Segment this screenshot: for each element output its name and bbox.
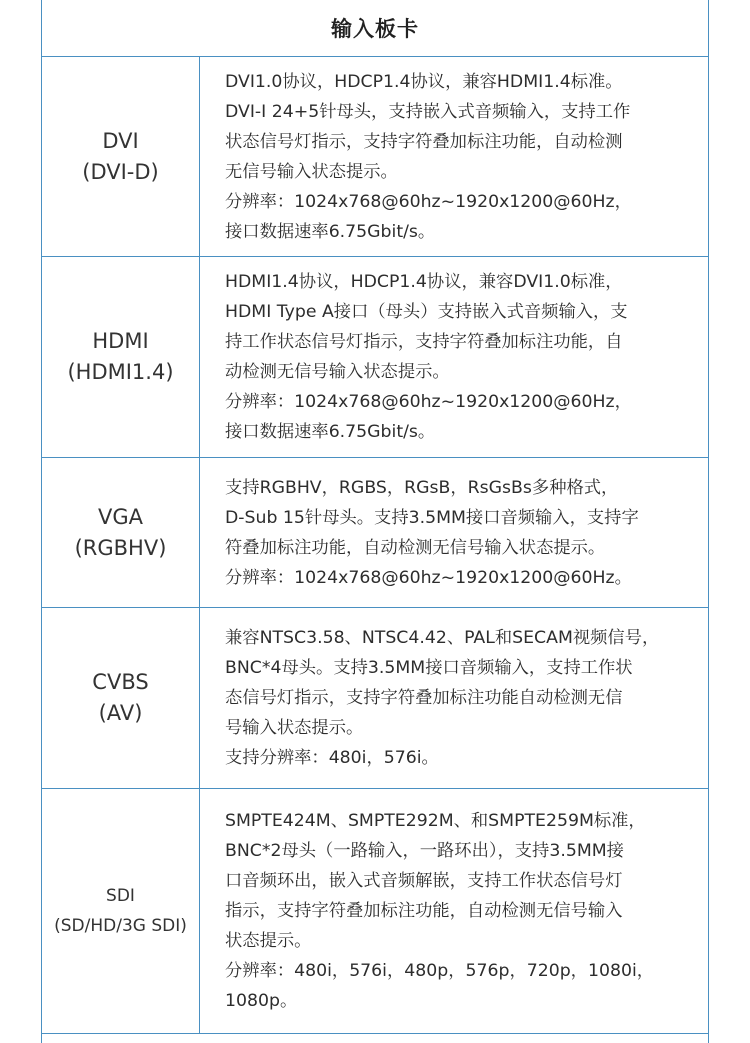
row-description bbox=[225, 789, 700, 1033]
row-name: VGA bbox=[97, 504, 143, 529]
row-name: DVI bbox=[102, 128, 139, 153]
row-subname: (HDMI1.4) bbox=[67, 360, 174, 384]
row-description bbox=[225, 57, 700, 256]
description-line: 口音频环出，嵌入式音频解嵌，支持工作状态信号灯 bbox=[225, 871, 623, 891]
description-line: 态信号灯指示，支持字符叠加标注功能自动检测无信 bbox=[225, 688, 623, 708]
description-line: 支持RGBHV，RGBS，RGsB，RsGsBs多种格式， bbox=[225, 477, 619, 498]
description-line: HDMI Type A接口（母头）支持嵌入式音频输入，支 bbox=[225, 302, 628, 322]
row-name-cell bbox=[42, 257, 200, 457]
row-name-cell bbox=[42, 458, 200, 607]
description-line: 接口数据速率6.75Gbit/s。 bbox=[225, 221, 436, 242]
description-line: 接口数据速率6.75Gbit/s。 bbox=[225, 422, 436, 442]
description-line: DVI-I 24+5针母头，支持嵌入式音频输入，支持工作 bbox=[225, 101, 631, 122]
description-line: 号输入状态提示。 bbox=[225, 718, 364, 738]
spec-table bbox=[41, 0, 709, 1043]
table-row-dvi bbox=[42, 57, 708, 257]
description-line: 无信号输入状态提示。 bbox=[225, 161, 398, 182]
row-name-cell bbox=[42, 608, 200, 788]
description-line: SMPTE424M、SMPTE292M、和SMPTE259M标准， bbox=[225, 811, 646, 831]
row-subname: (DVI-D) bbox=[82, 159, 159, 184]
table-row-cvbs bbox=[42, 608, 708, 789]
row-subname: (RGBHV) bbox=[74, 535, 167, 560]
description-line: 分辨率：1024x768@60hz~1920x1200@60Hz。 bbox=[225, 567, 632, 588]
description-line: 指示，支持字符叠加标注功能，自动检测无信号输入 bbox=[225, 901, 623, 921]
description-line: D-Sub 15针母头。支持3.5MM接口音频输入，支持字 bbox=[225, 507, 639, 528]
row-name: CVBS bbox=[92, 670, 149, 694]
row-description bbox=[225, 458, 700, 607]
table-row-hdmi bbox=[42, 257, 708, 458]
description-line: HDMI1.4协议，HDCP1.4协议，兼容DVI1.0标准， bbox=[225, 272, 623, 292]
description-line: 状态信号灯指示，支持字符叠加标注功能，自动检测 bbox=[225, 131, 623, 152]
row-subname: (SD/HD/3G SDI) bbox=[54, 916, 187, 936]
table-row-vga bbox=[42, 458, 708, 608]
description-line: 状态提示。 bbox=[225, 931, 312, 951]
description-line: DVI1.0协议，HDCP1.4协议，兼容HDMI1.4标准。 bbox=[225, 71, 623, 92]
row-name: SDI bbox=[106, 886, 135, 906]
description-line: BNC*4母头。支持3.5MM接口音频输入，支持工作状 bbox=[225, 658, 633, 678]
description-line: BNC*2母头（一路输入，一路环出），支持3.5MM接 bbox=[225, 841, 624, 861]
table-row-sdi bbox=[42, 789, 708, 1034]
row-subname: (AV) bbox=[98, 701, 143, 725]
description-line: 分辨率：480i，576i，480p，576p，720p，1080i， bbox=[225, 961, 655, 981]
row-name-cell bbox=[42, 57, 200, 256]
description-line: 动检测无信号输入状态提示。 bbox=[225, 362, 450, 382]
row-name-cell bbox=[42, 789, 200, 1033]
row-name: HDMI bbox=[92, 329, 149, 353]
table-header: 输入板卡 bbox=[42, 0, 708, 57]
description-line: 持工作状态信号灯指示，支持字符叠加标注功能，自 bbox=[225, 332, 623, 352]
description-line: 符叠加标注功能，自动检测无信号输入状态提示。 bbox=[225, 537, 606, 558]
description-line: 支持分辨率：480i，576i。 bbox=[225, 748, 439, 768]
description-line: 分辨率：1024x768@60hz~1920x1200@60Hz， bbox=[225, 191, 632, 212]
description-line: 分辨率：1024x768@60hz~1920x1200@60Hz， bbox=[225, 392, 632, 412]
description-line: 1080p。 bbox=[225, 991, 298, 1011]
row-description bbox=[225, 257, 700, 457]
description-line: 兼容NTSC3.58、NTSC4.42、PAL和SECAM视频信号， bbox=[225, 628, 660, 648]
row-description bbox=[225, 608, 700, 788]
